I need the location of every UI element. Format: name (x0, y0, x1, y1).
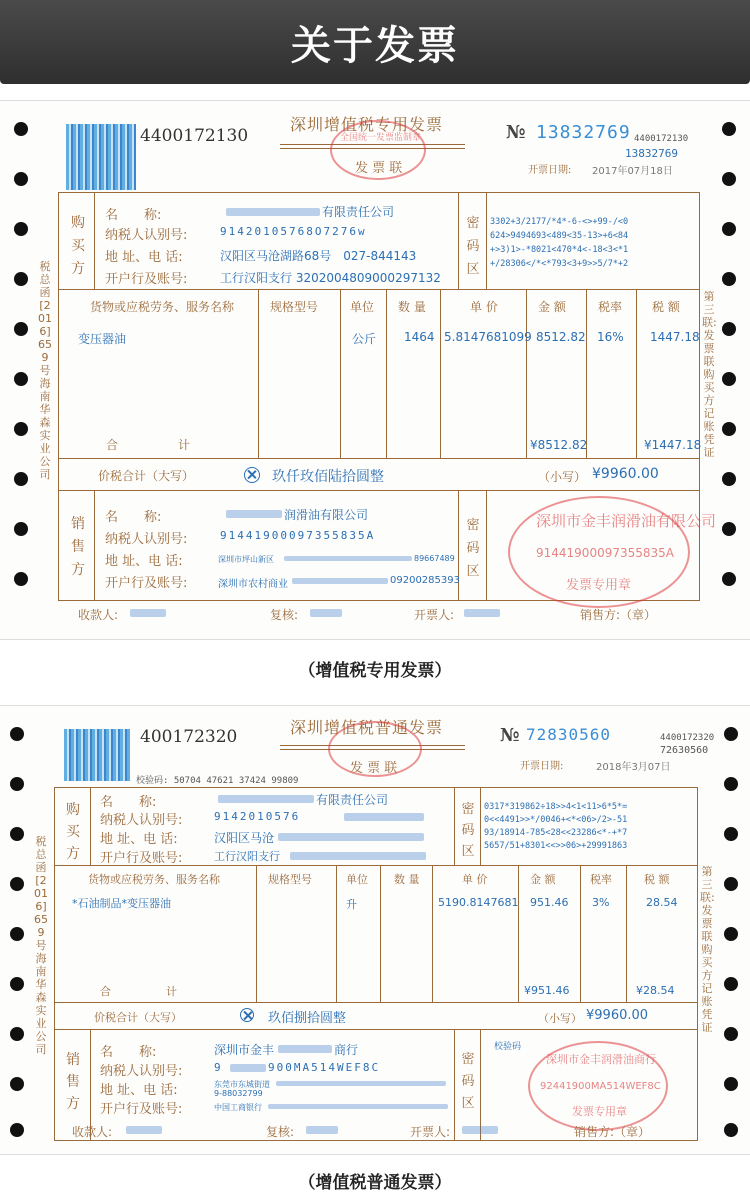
col-amount: 金 额 (530, 873, 556, 886)
copy-note: 第三联:发票联 购买方记账凭证 (702, 290, 717, 459)
cross-circle-icon (244, 467, 260, 483)
perforation-hole (722, 172, 736, 186)
buyer-address-label: 地 址、电 话: (105, 250, 183, 265)
redacted-text (126, 1126, 162, 1134)
perforation-hole (722, 122, 736, 136)
sum-small-label: （小写） (538, 470, 587, 484)
perforation-hole (724, 977, 738, 991)
perforation-hole (722, 572, 736, 586)
issuer-label: 开票人: (414, 608, 455, 622)
item-unit: 升 (346, 898, 357, 911)
divider (440, 289, 441, 458)
buyer-taxid-label: 纳税人认别号: (105, 228, 188, 243)
qr-code (66, 124, 136, 190)
col-unit: 单位 (350, 300, 375, 314)
divider (58, 490, 700, 491)
redacted-text (464, 609, 500, 617)
invoice-code: 4400172130 (140, 126, 249, 146)
redacted-text (218, 795, 314, 803)
invoice-number: 72830560 (526, 725, 612, 744)
redacted-text (278, 833, 424, 841)
seller-bank: 深圳市农村商业 (218, 579, 288, 590)
seller-address-label: 地 址、电 话: (105, 554, 183, 569)
seller-bank: 中国工商银行 (214, 1103, 262, 1112)
buyer-bank: 工行汉阳支行 3202004809000297132 (220, 271, 441, 285)
perforation-hole (14, 122, 28, 136)
item-rate: 3% (592, 896, 610, 909)
cipher-code: 0317*319862÷18>>4<1<11>6*5*= 0<<4491>>*/0046+<*<06>/2>-51 93/18914-785<28<<23286<*-+*7 5657/51+8301<<>>06>+29991863 (484, 802, 628, 851)
perforation-hole (10, 927, 24, 941)
divider (518, 865, 519, 1002)
item-unit: 公斤 (352, 332, 377, 346)
item-amount: 951.46 (530, 896, 569, 909)
seller-address-label: 地 址、电 话: (100, 1083, 178, 1098)
seller-bank-label: 开户行及账号: (105, 576, 188, 591)
divider (432, 865, 433, 1002)
total-amount: ¥8512.82 (530, 438, 588, 452)
invoice-copy-label: 发 票 联 (355, 161, 403, 176)
perforation-hole (10, 1077, 24, 1091)
seller-account: 09200285393 (390, 575, 460, 586)
divider (258, 289, 259, 458)
sum-label: 价税合计（大写） (94, 1011, 182, 1024)
total-label: 合 计 (106, 438, 191, 452)
divider (94, 490, 95, 601)
buyer-taxid-label: 纳税人认别号: (100, 813, 183, 828)
invoice-code-small: 4400172320 (660, 733, 715, 743)
cipher-code: 3302+3/2177/*4*-6-<>+99-/<0 624>9494693<489<35-13>+6<84 +>3)1>-*8021<470*4<-18<3<*1 +/28306</*<*793<3+9>>5/7*+2 (490, 217, 629, 269)
divider (58, 289, 700, 290)
seller-section-label: 销售方 (66, 1052, 80, 1112)
item-amount: 8512.82 (536, 330, 586, 344)
item-rate: 16% (597, 330, 624, 344)
receiver-label: 收款人: (78, 608, 119, 622)
cipher-label: 密码区 (461, 802, 475, 859)
item-qty: 1464 (404, 330, 435, 344)
redacted-text (290, 852, 426, 860)
col-tax: 税 额 (652, 300, 680, 314)
seller-check-label: 校验码 (494, 1042, 522, 1052)
col-qty: 数 量 (398, 300, 426, 314)
seller-phone: 89667489 (414, 554, 455, 563)
seller-phone: 9-88032799 (214, 1089, 263, 1098)
buyer-name: 有限责任公司 (316, 793, 389, 807)
sum-label: 价税合计（大写） (98, 469, 195, 483)
buyer-section-label: 购买方 (71, 215, 85, 277)
buyer-address-label: 地 址、电 话: (100, 832, 178, 847)
divider (486, 490, 487, 601)
invoice-copy-label: 发 票 联 (350, 761, 398, 776)
perforation-hole (14, 172, 28, 186)
col-price: 单 价 (470, 300, 498, 314)
perforation-hole (722, 372, 736, 386)
divider (486, 192, 487, 289)
divider (58, 458, 700, 459)
perforation-hole (724, 1077, 738, 1091)
item-tax: 1447.18 (650, 330, 700, 344)
divider (340, 289, 341, 458)
seller-taxid-label: 纳税人认别号: (100, 1064, 183, 1079)
redacted-text (230, 1064, 266, 1072)
seller-taxid: 91441900097355835A (220, 529, 376, 542)
sum-uppercase: 玖佰捌拾圆整 (268, 1011, 347, 1026)
receiver-label: 收款人: (72, 1125, 113, 1139)
total-amount: ¥951.46 (524, 984, 570, 997)
page-title: 关于发票 (291, 23, 459, 69)
perforation-hole (722, 422, 736, 436)
seller-stamp-taxid: 91441900097355835A (536, 546, 674, 560)
buyer-bank: 工行汉阳支行 (214, 850, 280, 863)
perforation-hole (722, 322, 736, 336)
caption-special-invoice: （增值税专用发票） (298, 661, 452, 681)
invoice-number-small: 13832769 (625, 147, 678, 160)
redacted-text (226, 208, 320, 216)
seller-stamp-company: 深圳市金丰润滑油有限公司 (536, 512, 717, 530)
redacted-text (278, 1045, 332, 1053)
perforation-hole (722, 272, 736, 286)
caption-general-invoice: （增值税普通发票） (298, 1173, 452, 1193)
perforation-hole (14, 422, 28, 436)
sum-small-label: （小写） (538, 1012, 582, 1025)
divider (54, 1029, 698, 1030)
date-label: 开票日期: (520, 761, 564, 772)
perforation-hole (724, 1027, 738, 1041)
perforation-hole (724, 827, 738, 841)
col-qty: 数 量 (394, 873, 420, 886)
perforation-hole (14, 222, 28, 236)
divider (386, 289, 387, 458)
col-goods: 货物或应税劳务、服务名称 (90, 300, 235, 314)
copy-note: 第三联:发票联 购买方记账凭证 (700, 865, 715, 1034)
perforation-hole (10, 977, 24, 991)
perforation-hole (724, 777, 738, 791)
divider (636, 289, 637, 458)
redacted-text (344, 813, 424, 821)
perforation-hole (14, 472, 28, 486)
divider (586, 289, 587, 458)
seller-stamp-label: 发票专用章 (572, 1105, 627, 1118)
col-spec: 规格型号 (268, 873, 312, 886)
cross-circle-icon (240, 1008, 254, 1022)
divider (526, 289, 527, 458)
general-vat-invoice (0, 705, 750, 1155)
buyer-address: 汉阳区马沧湖路68号 027-844143 (220, 249, 417, 263)
reviewer-label: 复核: (270, 608, 299, 622)
divider (380, 865, 381, 1002)
perforation-hole (14, 522, 28, 536)
header-banner (0, 0, 750, 84)
col-price: 单 价 (462, 873, 488, 886)
perforation-hole (14, 322, 28, 336)
perforation-hole (722, 222, 736, 236)
perforation-hole (724, 727, 738, 741)
invoice-code: 400172320 (140, 727, 238, 747)
sum-uppercase: 玖仟玫佰陆拾圆整 (272, 469, 384, 485)
divider (480, 787, 481, 865)
redacted-text (292, 578, 388, 584)
perforation-hole (724, 1123, 738, 1137)
invoice-date: 2018年3月07日 (596, 762, 671, 773)
special-vat-invoice (0, 100, 750, 640)
divider (54, 1002, 698, 1003)
seller-sign-label: 销售方:（章） (580, 608, 657, 622)
col-goods: 货物或应税劳务、服务名称 (88, 873, 220, 886)
seller-name-label: 名 称: (105, 510, 162, 525)
invoice-title: 深圳增值税专用发票 (290, 115, 444, 134)
seller-sign-label: 销售方:（章） (574, 1125, 651, 1139)
seller-name: 深圳市金丰 (214, 1043, 275, 1057)
perforation-hole (10, 777, 24, 791)
buyer-name-label: 名 称: (100, 795, 157, 810)
seller-taxid-label: 纳税人认别号: (105, 532, 188, 547)
cipher-label: 密码区 (466, 216, 480, 277)
seller-name: 润滑油有限公司 (284, 508, 369, 522)
buyer-taxid: 9142010576 (214, 810, 301, 823)
issuer-label: 开票人: (410, 1125, 451, 1139)
perforation-hole (722, 472, 736, 486)
divider (626, 865, 627, 1002)
divider (94, 192, 95, 289)
seller-address: 深圳市坪山新区 (218, 555, 274, 564)
divider (480, 1029, 481, 1141)
date-label: 开票日期: (528, 165, 572, 176)
col-spec: 规格型号 (270, 300, 319, 314)
seller-bank-label: 开户行及账号: (100, 1102, 183, 1117)
item-tax: 28.54 (646, 896, 678, 909)
seller-stamp-taxid: 92441900MA514WEF8C (540, 1081, 661, 1092)
printer-note: 税总函[2016]659号海南华森实业公司 (38, 260, 52, 481)
redacted-text (130, 609, 166, 617)
perforation-hole (14, 572, 28, 586)
perforation-hole (10, 1027, 24, 1041)
redacted-text (226, 510, 282, 518)
sum-small: ¥9960.00 (586, 1008, 649, 1023)
item-price: 5190.8147681 (438, 896, 519, 909)
redacted-text (462, 1126, 498, 1134)
redacted-text (310, 609, 342, 617)
invoice-number: 13832769 (536, 122, 631, 143)
redacted-text (276, 1081, 446, 1086)
seller-name-label: 名 称: (100, 1045, 157, 1060)
number-symbol: № (500, 725, 520, 746)
total-tax: ¥1447.18 (644, 438, 702, 452)
col-tax: 税 额 (644, 873, 670, 886)
seller-name-suffix: 商行 (334, 1043, 359, 1057)
cipher-label: 密码区 (461, 1052, 475, 1111)
redacted-text (306, 1126, 338, 1134)
invoice-title: 深圳增值税普通发票 (290, 718, 444, 737)
perforation-hole (10, 827, 24, 841)
total-tax: ¥28.54 (636, 984, 675, 997)
seller-stamp-company: 深圳市金丰润滑油商行 (546, 1053, 656, 1066)
number-symbol: № (506, 122, 526, 143)
seller-section-label: 销售方 (71, 516, 85, 578)
cipher-label: 密码区 (466, 518, 480, 579)
buyer-name-label: 名 称: (105, 208, 162, 223)
seller-taxid-prefix: 9 (214, 1061, 223, 1074)
divider (256, 865, 257, 1002)
redacted-text (284, 556, 412, 561)
qr-code (64, 729, 130, 781)
buyer-bank-label: 开户行及账号: (105, 272, 188, 287)
check-code: 校验码: 50704 47621 37424 99809 (136, 776, 299, 786)
printer-note: 税总函[2016]659号海南华森实业公司 (34, 835, 48, 1056)
reviewer-label: 复核: (266, 1125, 295, 1139)
perforation-hole (14, 372, 28, 386)
buyer-section-label: 购买方 (66, 802, 80, 862)
divider (90, 787, 91, 865)
perforation-hole (724, 877, 738, 891)
perforation-hole (10, 877, 24, 891)
buyer-address: 汉阳区马沧 (214, 831, 275, 845)
col-rate: 税率 (598, 300, 623, 314)
perforation-hole (722, 522, 736, 536)
perforation-hole (724, 927, 738, 941)
divider (454, 787, 455, 865)
sum-small: ¥9960.00 (592, 466, 659, 482)
col-rate: 税率 (590, 873, 612, 886)
item-price: 5.8147681099 (444, 330, 532, 344)
buyer-taxid: 91420105768O7276w (220, 225, 367, 238)
divider (454, 1029, 455, 1141)
seller-stamp-label: 发票专用章 (566, 578, 632, 593)
item-name: 变压器油 (78, 332, 127, 346)
item-name: *石油制品*变压器油 (72, 897, 171, 910)
col-amount: 金 额 (538, 300, 566, 314)
seller-taxid: 900MA514WEF8C (268, 1061, 381, 1074)
invoice-number-small: 72630560 (660, 745, 709, 756)
stamp-text: 全国统一发票监制章 (340, 133, 422, 143)
col-unit: 单位 (346, 873, 368, 886)
buyer-name: 有限责任公司 (322, 205, 395, 219)
buyer-bank-label: 开户行及账号: (100, 851, 183, 866)
perforation-hole (14, 272, 28, 286)
perforation-hole (10, 727, 24, 741)
divider (458, 192, 459, 289)
divider (336, 865, 337, 1002)
perforation-hole (10, 1123, 24, 1137)
total-label: 合 计 (100, 985, 177, 998)
divider (580, 865, 581, 1002)
invoice-date: 2017年07月18日 (592, 166, 673, 177)
seller-address: 东莞市东城街道 (214, 1080, 270, 1089)
redacted-text (268, 1104, 448, 1109)
invoice-code-small: 4400172130 (634, 134, 689, 144)
